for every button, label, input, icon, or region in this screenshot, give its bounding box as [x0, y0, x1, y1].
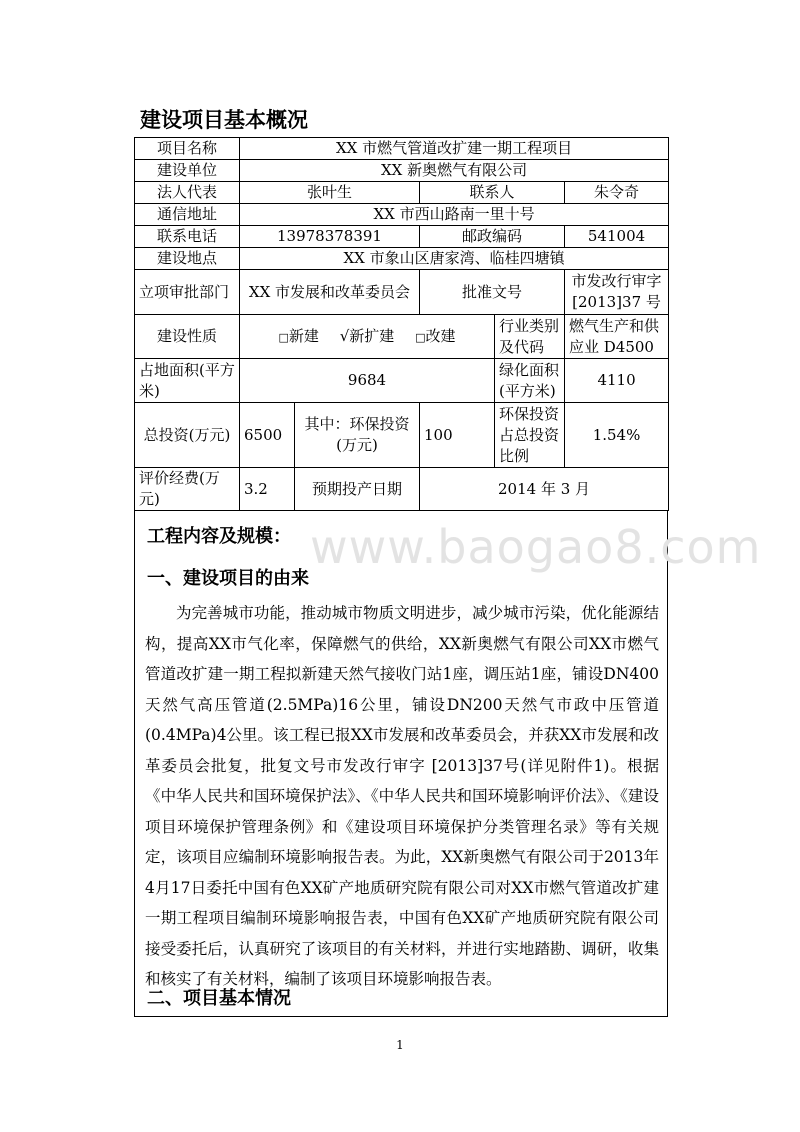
project-content-section [134, 510, 668, 1017]
approval-no-value: 市发改行审字[2013]37 号 [565, 270, 669, 315]
row-nature [135, 315, 669, 359]
fee-value: 3.2 [240, 468, 295, 511]
row-address [135, 204, 669, 226]
phone-label: 联系电话 [135, 226, 240, 248]
checkmark-icon: √ [339, 326, 350, 345]
approval-no-label: 批准文号 [420, 270, 565, 315]
row-investment [135, 403, 669, 468]
section-heading-content: 工程内容及规模： [147, 526, 291, 547]
nature-new-label: 新建 [288, 326, 319, 345]
address-value: XX 市西山路南一里十号 [240, 204, 669, 226]
area-value: 9684 [240, 359, 495, 403]
env-invest-label: 其中：环保投资(万元) [295, 403, 420, 468]
nature-expand-option [340, 326, 395, 347]
section-heading-origin: 一、建设项目的由来 [147, 568, 309, 589]
watermark: www.baogao8.com [310, 520, 762, 574]
project-info-table [134, 137, 669, 511]
row-fee [135, 468, 669, 511]
green-value: 4110 [565, 359, 669, 403]
invest-value: 6500 [240, 403, 295, 468]
unit-value: XX 新奥燃气有限公司 [240, 160, 669, 182]
postcode-label: 邮政编码 [420, 226, 565, 248]
env-invest-value: 100 [420, 403, 495, 468]
row-project-name [135, 138, 669, 160]
phone-value: 13978378391 [240, 226, 420, 248]
location-value: XX 市象山区唐家湾、临桂四塘镇 [240, 248, 669, 270]
location-label: 建设地点 [135, 248, 240, 270]
nature-expand-label: 新扩建 [349, 326, 395, 345]
page-number: 1 [396, 1038, 404, 1052]
nature-rebuild-label: 改建 [425, 326, 456, 345]
approval-dept-label: 立项审批部门 [135, 270, 240, 315]
postcode-value: 541004 [565, 226, 669, 248]
row-area [135, 359, 669, 403]
unchecked-box-icon: □ [278, 330, 289, 344]
section-heading-basic-info: 二、项目基本情况 [147, 988, 291, 1009]
nature-rebuild-option [415, 326, 455, 348]
legal-rep-value: 张叶生 [240, 182, 420, 204]
row-phone [135, 226, 669, 248]
prod-date-label: 预期投产日期 [295, 468, 420, 511]
unit-label: 建设单位 [135, 160, 240, 182]
address-label: 通信地址 [135, 204, 240, 226]
project-name-label: 项目名称 [135, 138, 240, 160]
nature-options [240, 315, 495, 359]
area-label: 占地面积(平方米) [135, 359, 240, 403]
env-ratio-value: 1.54% [565, 403, 669, 468]
unchecked-box-icon: □ [415, 330, 426, 344]
industry-label: 行业类别及代码 [495, 315, 565, 359]
row-approval [135, 270, 669, 315]
origin-paragraph: 为完善城市功能，推动城市物质文明进步，减少城市污染，优化能源结构，提高XX市气化率，保障燃气的供给，XX新奥燃气有限公司XX市燃气管道改扩建一期工程拟新建天然气接收门站1座，调压站1座，铺设DN400天然气高压管道(2.5MPa)16公里，铺设DN200天然气市政中压管道(0.4MPa)4公里。该工程已报XX市发展和改革委员会，并获XX市发展和改革委员会批复，批复文号市发改行审字 [2013]37号(详见附件1)。根据《中华人民共和国环境保护法》、《中华人民共和国环境影响评价法》、《建设项目环境保护管理条例》和《建设项目环境保护分类管理名录》等有关规定，该项目应编制环境影响报告表。为此，XX新奥燃气有限公司于2013年4月17日委托中国有色XX矿产地质研究院有限公司对XX市燃气管道改扩建一期工程项目编制环境影响报告表，中国有色XX矿产地质研究院有限公司接受委托后，认真研究了该项目的有关材料，并进行实地踏勘、调研，收集和核实了有关材料，编制了该项目环境影响报告表。 [145, 604, 659, 988]
legal-rep-label: 法人代表 [135, 182, 240, 204]
prod-date-value: 2014 年 3 月 [420, 468, 669, 511]
row-legal-rep [135, 182, 669, 204]
page-title: 建设项目基本概况 [140, 108, 308, 132]
nature-new-option [279, 326, 319, 348]
nature-label: 建设性质 [135, 315, 240, 359]
row-location [135, 248, 669, 270]
contact-value: 朱令奇 [565, 182, 669, 204]
green-label: 绿化面积(平方米) [495, 359, 565, 403]
contact-label: 联系人 [420, 182, 565, 204]
row-unit [135, 160, 669, 182]
approval-dept-value: XX 市发展和改革委员会 [240, 270, 420, 315]
industry-value: 燃气生产和供应业 D4500 [565, 315, 669, 359]
invest-label: 总投资(万元) [135, 403, 240, 468]
project-name-value: XX 市燃气管道改扩建一期工程项目 [240, 138, 669, 160]
fee-label: 评价经费(万元) [135, 468, 240, 511]
env-ratio-label: 环保投资占总投资比例 [495, 403, 565, 468]
